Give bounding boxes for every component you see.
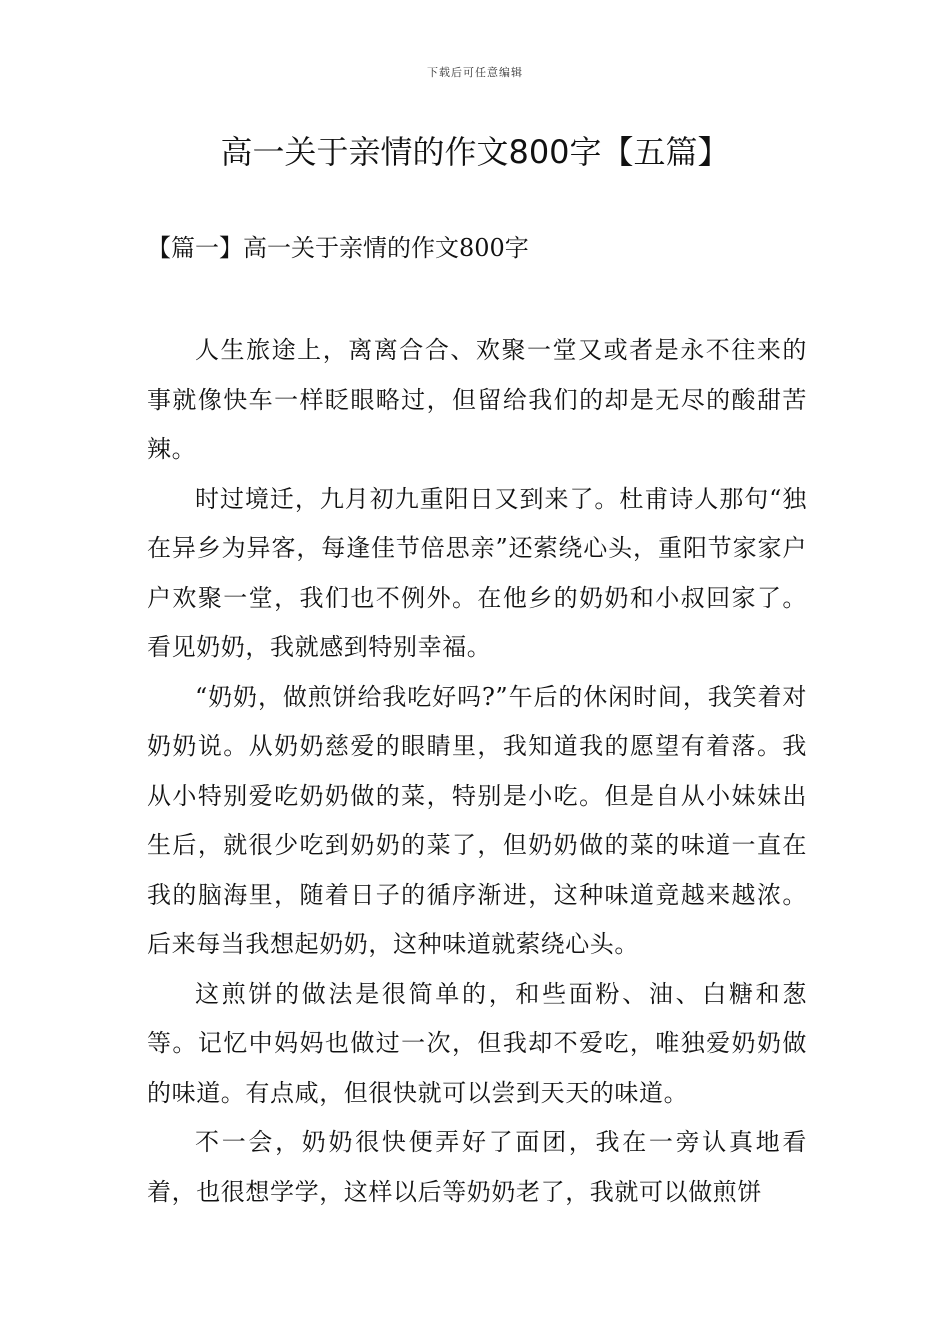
paragraph-3: “奶奶，做煎饼给我吃好吗?”午后的休闲时间，我笑着对奶奶说。从奶奶慈爱的眼睛里，我知道我的愿望有着落。我从小特别爱吃奶奶做的菜，特别是小吃。但是自从小妹妹出生后，就很少吃到奶奶的菜了，但奶奶做的菜的味道一直在我的脑海里，随着日子的循序渐进，这种味道竟越来越浓。后来每当我想起奶奶，这种味道就萦绕心头。 bbox=[147, 682, 807, 958]
section-heading: 【篇一】高一关于亲情的作文800字 bbox=[147, 234, 529, 262]
paragraph-5: 不一会，奶奶很快便弄好了面团，我在一旁认真地看着，也很想学学，这样以后等奶奶老了，我就可以做煎饼 bbox=[147, 1128, 807, 1206]
paragraph-4: 这煎饼的做法是很简单的，和些面粉、油、白糖和葱等。记忆中妈妈也做过一次，但我却不爱吃，唯独爱奶奶做的味道。有点咸，但很快就可以尝到天天的味道。 bbox=[147, 979, 807, 1107]
document-title: 高一关于亲情的作文800字【五篇】 bbox=[220, 133, 730, 171]
paragraph-2: 时过境迁，九月初九重阳日又到来了。杜甫诗人那句“独在异乡为异客，每逢佳节倍思亲”还萦绕心头，重阳节家家户户欢聚一堂，我们也不例外。在他乡的奶奶和小叔回家了。看见奶奶，我就感到特别幸福。 bbox=[147, 484, 807, 661]
page-header-note: 下载后可任意编辑 bbox=[427, 66, 523, 79]
document-body bbox=[147, 326, 807, 1217]
paragraph-1: 人生旅途上，离离合合、欢聚一堂又或者是永不往来的事就像快车一样眨眼略过，但留给我们的却是无尽的酸甜苦辣。 bbox=[147, 336, 807, 463]
